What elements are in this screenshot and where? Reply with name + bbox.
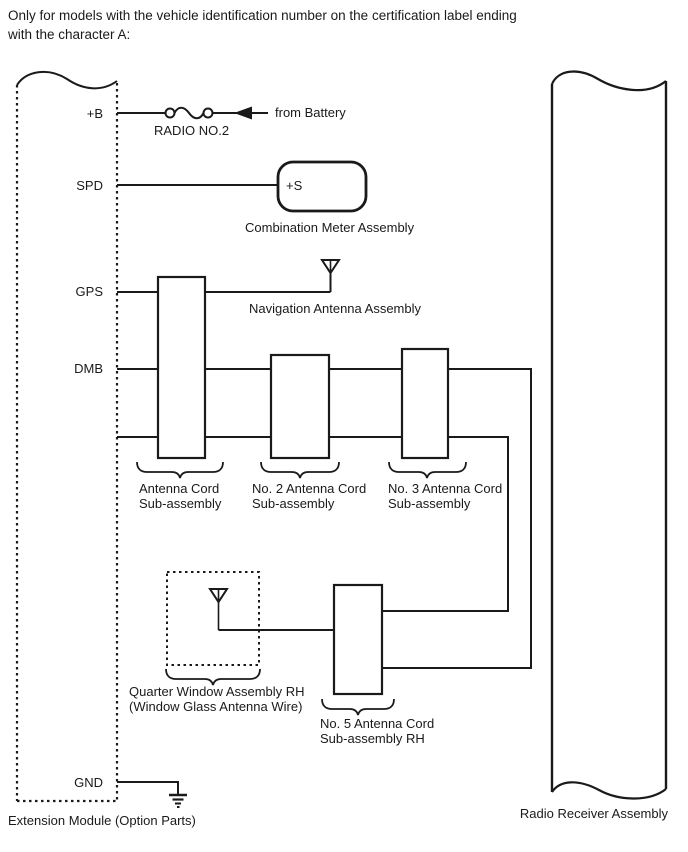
wire-antenna-2	[117, 437, 508, 611]
radio-receiver-label: Radio Receiver Assembly	[519, 806, 668, 821]
pin-label-gnd: GND	[74, 775, 103, 790]
quarter-window-label-line1: Quarter Window Assembly RH	[129, 684, 305, 699]
no5-antenna-cord-label-line1: No. 5 Antenna Cord	[320, 716, 435, 731]
no3-antenna-cord-box	[402, 349, 448, 458]
no5-antenna-cord-box	[334, 585, 382, 694]
radio-receiver-torn-bottom	[552, 782, 666, 798]
wire-gnd	[117, 782, 178, 794]
pin-label-plus-b: +B	[86, 106, 103, 121]
brace-quarter-window	[166, 669, 260, 685]
brace-no5-antenna-cord	[322, 699, 394, 715]
quarter-window-dashed-box	[167, 572, 259, 665]
ground-icon	[169, 795, 187, 807]
no3-antenna-cord-label-line2: Sub-assembly	[388, 496, 471, 511]
pin-label-dmb: DMB	[74, 361, 103, 376]
brace-no2-antenna-cord	[261, 462, 339, 478]
quarter-window-label-line2: (Window Glass Antenna Wire)	[129, 699, 303, 714]
no2-antenna-cord-label-line2: Sub-assembly	[252, 496, 335, 511]
applicability-note-line2: with the character A:	[8, 27, 131, 42]
extension-module-torn-edge	[17, 72, 117, 88]
radio-receiver-torn-top	[552, 72, 666, 91]
no5-antenna-cord-label-line2: Sub-assembly RH	[320, 731, 425, 746]
no2-antenna-cord-box	[271, 355, 329, 458]
no3-antenna-cord-label-line1: No. 3 Antenna Cord	[388, 481, 503, 496]
extension-module-label: Extension Module (Option Parts)	[8, 813, 196, 828]
fuse-label: RADIO NO.2	[154, 123, 230, 138]
fuse-terminal-left	[166, 109, 175, 118]
applicability-note-line1: Only for models with the vehicle identification number on the certification label ending	[8, 8, 517, 23]
antenna-cord-box	[158, 277, 205, 458]
pin-label-gps: GPS	[75, 284, 103, 299]
from-battery-label: from Battery	[275, 105, 346, 120]
fuse-wave	[175, 108, 204, 119]
brace-antenna-cord	[137, 462, 223, 478]
radio-receiver-outline	[552, 72, 666, 799]
antenna-cord-label-line2: Sub-assembly	[139, 496, 222, 511]
meter-pin-label: +S	[286, 178, 303, 193]
brace-no3-antenna-cord	[389, 462, 466, 478]
no2-antenna-cord-label-line1: No. 2 Antenna Cord	[252, 481, 367, 496]
pin-label-spd: SPD	[76, 178, 103, 193]
fuse-terminal-right	[204, 109, 213, 118]
antenna-cord-label-line1: Antenna Cord	[139, 481, 220, 496]
arrow-from-battery-icon	[234, 107, 252, 120]
navigation-antenna-label: Navigation Antenna Assembly	[249, 301, 421, 316]
combination-meter-label: Combination Meter Assembly	[245, 220, 415, 235]
